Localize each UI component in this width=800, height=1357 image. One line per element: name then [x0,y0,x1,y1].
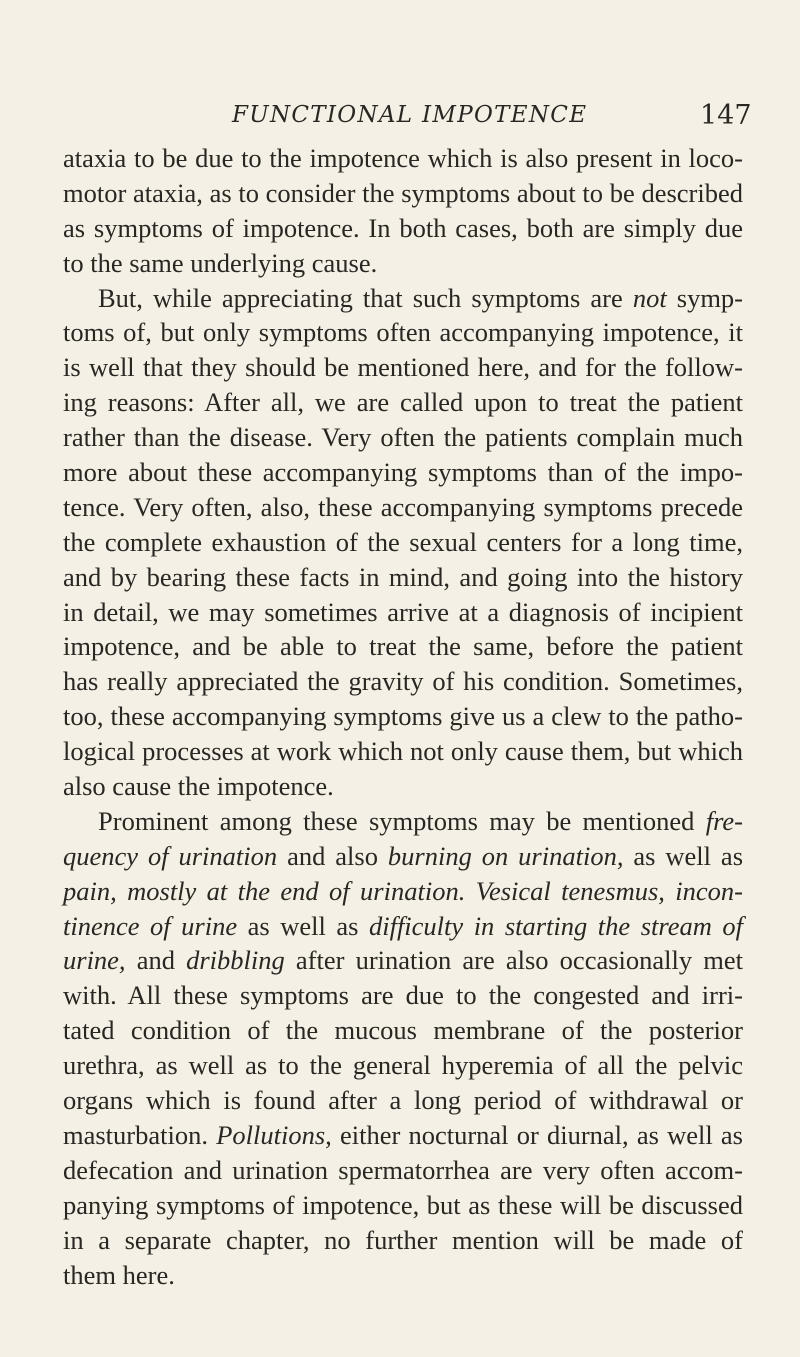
text-segment: ataxia to be due to the impotence which is also present in loco- [63,143,743,173]
text-line [63,211,743,246]
text-line [63,420,743,455]
text-segment: too, these accompanying symptoms give us a clew to the patho- [63,701,743,732]
text-segment: and by bearing these facts in mind, and going into the history [63,561,743,592]
text-segment: and [125,945,187,976]
text-line [63,978,743,1013]
text-line [63,1083,743,1118]
text-segment: logical processes at work which not only cause them, but which [63,736,743,767]
text-segment: in a separate chapter, no further mention will be made of [63,1224,743,1255]
text-line [63,350,743,385]
text-segment: impotence, and be able to treat the same, before the patient [63,631,743,662]
text-line [63,699,743,734]
italic-phrase: burning on urination, [387,840,624,871]
italic-phrase: urine, [63,945,126,976]
text-segment: masturbation. [63,1119,217,1150]
text-segment: as symptoms of impotence. In both cases, both are simply due [63,212,743,243]
text-segment: ing reasons: After all, we are called upon to treat the patient [63,387,743,418]
text-segment: to the same underlying cause. [63,247,378,278]
text-line [63,874,743,909]
text-segment: panying symptoms of impotence, but as these will be discussed [63,1189,743,1220]
text-line [63,1013,743,1048]
text-segment: as well as [237,910,369,941]
text-line [63,629,743,664]
text-segment: the complete exhaustion of the sexual centers for a long time, [63,526,743,557]
text-line [63,525,743,560]
text-line [63,281,743,316]
text-segment: is well that they should be mentioned here, and for the follow- [63,352,743,383]
text-segment: them here. [63,1259,175,1290]
text-line [63,1223,743,1258]
text-line [63,141,743,176]
text-line [63,385,743,420]
text-segment: organs which is found after a long period of withdrawal or [63,1085,743,1116]
text-segment: rather than the disease. Very often the patients complain much [63,422,743,453]
text-segment: more about these accompanying symptoms than of the impo- [63,457,743,488]
running-head [0,100,800,140]
text-line [63,1188,743,1223]
text-segment: symp- [666,282,743,313]
text-line [63,1118,743,1153]
text-line [63,455,743,490]
text-segment: Prominent among these symptoms may be mentioned [98,805,706,836]
italic-phrase: difficulty in starting the stream of [368,910,743,941]
text-line [63,943,743,978]
text-segment: tated condition of the mucous membrane of the posterior [63,1015,743,1046]
text-segment: motor ataxia, as to consider the symptoms about to be described [63,177,743,208]
text-segment: toms of, but only symptoms often accompanying impotence, it [63,317,743,348]
body-text [63,141,743,1292]
text-line [63,1153,743,1188]
italic-phrase: Pollutions, [216,1119,332,1150]
text-segment: as well as [623,840,744,871]
italic-phrase: dribbling [186,945,285,976]
text-line [63,315,743,350]
text-line [63,769,743,804]
text-segment: also cause the impotence. [63,771,334,802]
text-line [63,909,743,944]
text-segment: in detail, we may sometimes arrive at a diagnosis of incipient [63,596,743,627]
italic-phrase: not [632,282,667,313]
page-number: 147 [700,100,752,131]
text-line [63,734,743,769]
text-line [63,804,743,839]
text-segment: either nocturnal or diurnal, as well as [331,1119,743,1150]
text-segment: with. All these symptoms are due to the congested and irri- [63,980,743,1011]
text-line [63,839,743,874]
text-segment: after urination are also occasionally met [284,945,744,976]
running-title: FUNCTIONAL IMPOTENCE [232,102,588,128]
text-segment: tence. Very often, also, these accompanying symptoms precede [63,491,743,522]
text-segment: But, while appreciating that such symptoms are [98,282,633,313]
text-line [63,176,743,211]
text-segment: has really appreciated the gravity of his condition. Sometimes, [63,666,743,697]
text-line [63,246,743,281]
italic-phrase: quency of urination [63,840,278,871]
text-segment: urethra, as well as to the general hyperemia of all the pelvic [63,1050,743,1081]
text-line [63,664,743,699]
italic-phrase: pain, mostly at the end of urination. Vesical tenesmus, incon- [63,875,743,906]
text-segment: defecation and urination spermatorrhea are very often accom- [63,1154,743,1185]
italic-phrase: tinence of urine [63,910,238,941]
text-line [63,1048,743,1083]
italic-phrase: fre- [705,805,743,836]
text-line [63,490,743,525]
text-segment: and also [277,840,388,871]
text-line [63,1258,743,1293]
text-line [63,595,743,630]
text-line [63,560,743,595]
